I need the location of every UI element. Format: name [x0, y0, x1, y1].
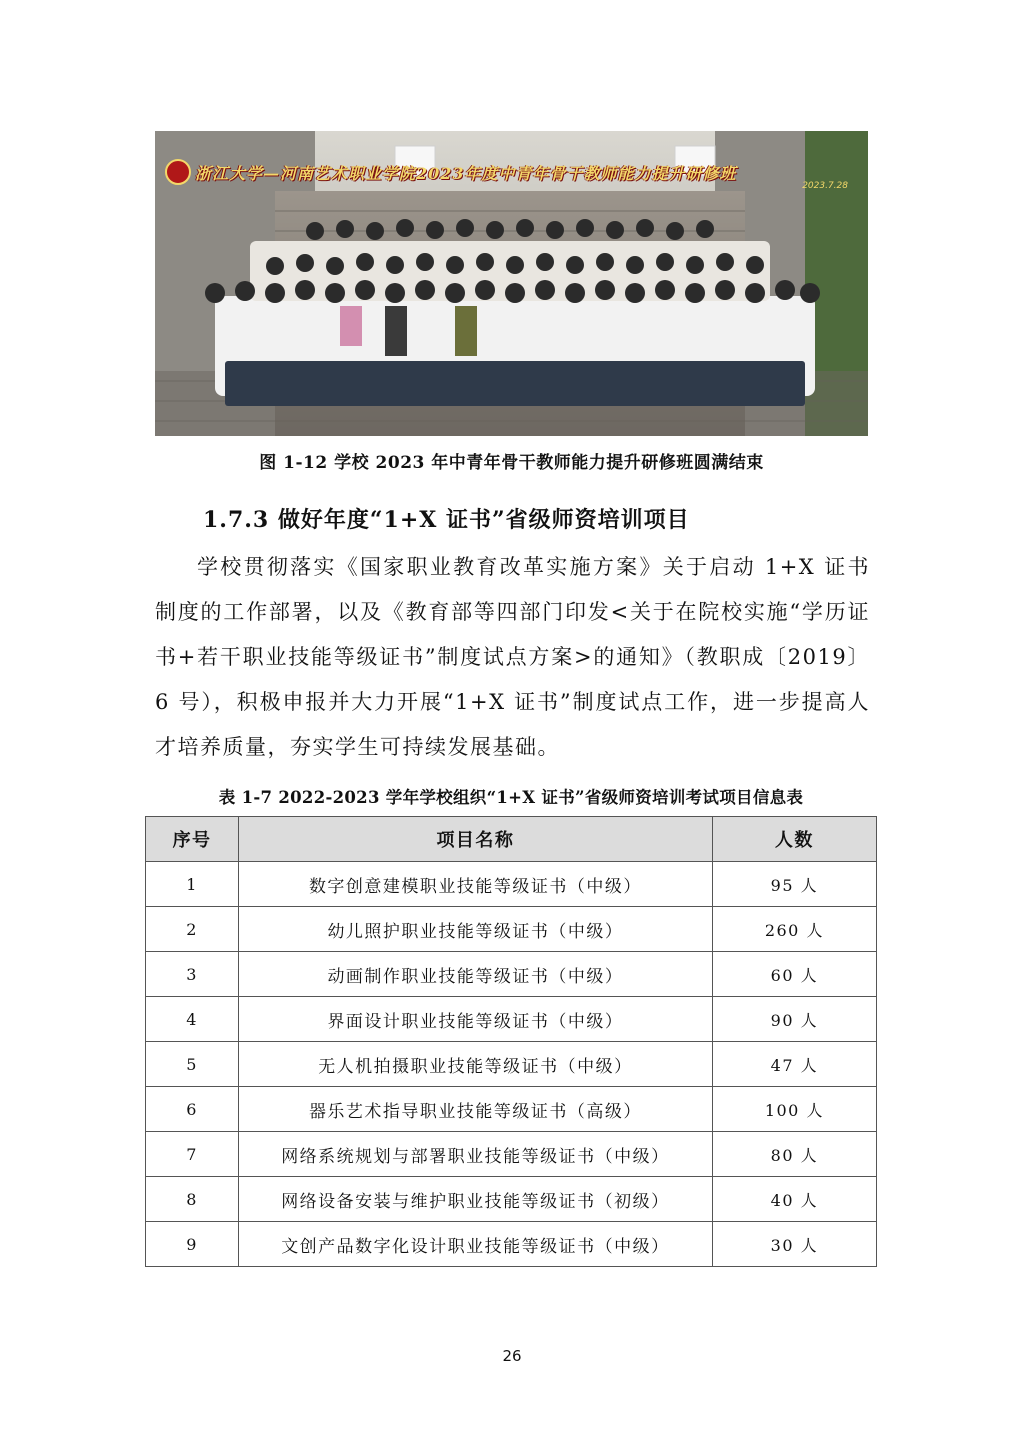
group-photo: [155, 131, 868, 436]
table-row: [146, 862, 877, 907]
header-count: 人数: [712, 817, 876, 862]
photo-banner-date: 2023.7.28: [802, 181, 848, 191]
row-count: 40 人: [712, 1177, 876, 1222]
university-logo-icon: [165, 159, 191, 185]
row-project-name: 网络系统规划与部署职业技能等级证书（中级）: [239, 1132, 713, 1177]
page-number: 26: [502, 1347, 522, 1365]
row-count: 260 人: [712, 907, 876, 952]
row-project-name: 界面设计职业技能等级证书（中级）: [239, 997, 713, 1042]
table-header-row: [146, 817, 877, 862]
row-project-name: 器乐艺术指导职业技能等级证书（高级）: [239, 1087, 713, 1132]
row-project-name: 幼儿照护职业技能等级证书（中级）: [239, 907, 713, 952]
table-row: [146, 907, 877, 952]
row-index: 9: [146, 1222, 239, 1267]
figure-caption: 图 1-12 学校 2023 年中青年骨干教师能力提升研修班圆满结束: [259, 453, 764, 473]
row-index: 6: [146, 1087, 239, 1132]
table-row: [146, 1132, 877, 1177]
row-index: 5: [146, 1042, 239, 1087]
row-index: 8: [146, 1177, 239, 1222]
row-count: 90 人: [712, 997, 876, 1042]
section-heading: 1.7.3 做好年度“1+X 证书”省级师资培训项目: [203, 507, 690, 533]
table-title: 表 1-7 2022-2023 学年学校组织“1+X 证书”省级师资培训考试项目信息表: [218, 788, 804, 807]
row-index: 1: [146, 862, 239, 907]
row-project-name: 动画制作职业技能等级证书（中级）: [239, 952, 713, 997]
table-row: [146, 952, 877, 997]
row-index: 3: [146, 952, 239, 997]
row-project-name: 文创产品数字化设计职业技能等级证书（中级）: [239, 1222, 713, 1267]
table-row: [146, 1087, 877, 1132]
row-count: 95 人: [712, 862, 876, 907]
table-row: [146, 1177, 877, 1222]
row-count: 80 人: [712, 1132, 876, 1177]
row-count: 60 人: [712, 952, 876, 997]
body-paragraph: [155, 545, 870, 770]
table-row: [146, 1222, 877, 1267]
row-project-name: 网络设备安装与维护职业技能等级证书（初级）: [239, 1177, 713, 1222]
row-index: 7: [146, 1132, 239, 1177]
row-count: 47 人: [712, 1042, 876, 1087]
header-index: 序号: [146, 817, 239, 862]
row-count: 30 人: [712, 1222, 876, 1267]
row-count: 100 人: [712, 1087, 876, 1132]
row-project-name: 无人机拍摄职业技能等级证书（中级）: [239, 1042, 713, 1087]
table-row: [146, 1042, 877, 1087]
row-index: 2: [146, 907, 239, 952]
header-project-name: 项目名称: [239, 817, 713, 862]
table-row: [146, 997, 877, 1042]
certificate-training-table: [145, 816, 877, 1267]
row-index: 4: [146, 997, 239, 1042]
photo-banner: 浙江大学—河南艺术职业学院2023年度中青年骨干教师能力提升研修班: [195, 164, 737, 183]
paragraph-text: 学校贯彻落实《国家职业教育改革实施方案》关于启动 1+X 证书制度的工作部署，以及《教育部等四部门印发<关于在院校实施“学历证书+若干职业技能等级证书”制度试点方案>的通知》（教职成〔2019〕6 号），积极申报并大力开展“1+X 证书”制度试点工作，进一步提高人才培养质量，夯实学生可持续发展基础。: [155, 555, 870, 759]
row-project-name: 数字创意建模职业技能等级证书（中级）: [239, 862, 713, 907]
